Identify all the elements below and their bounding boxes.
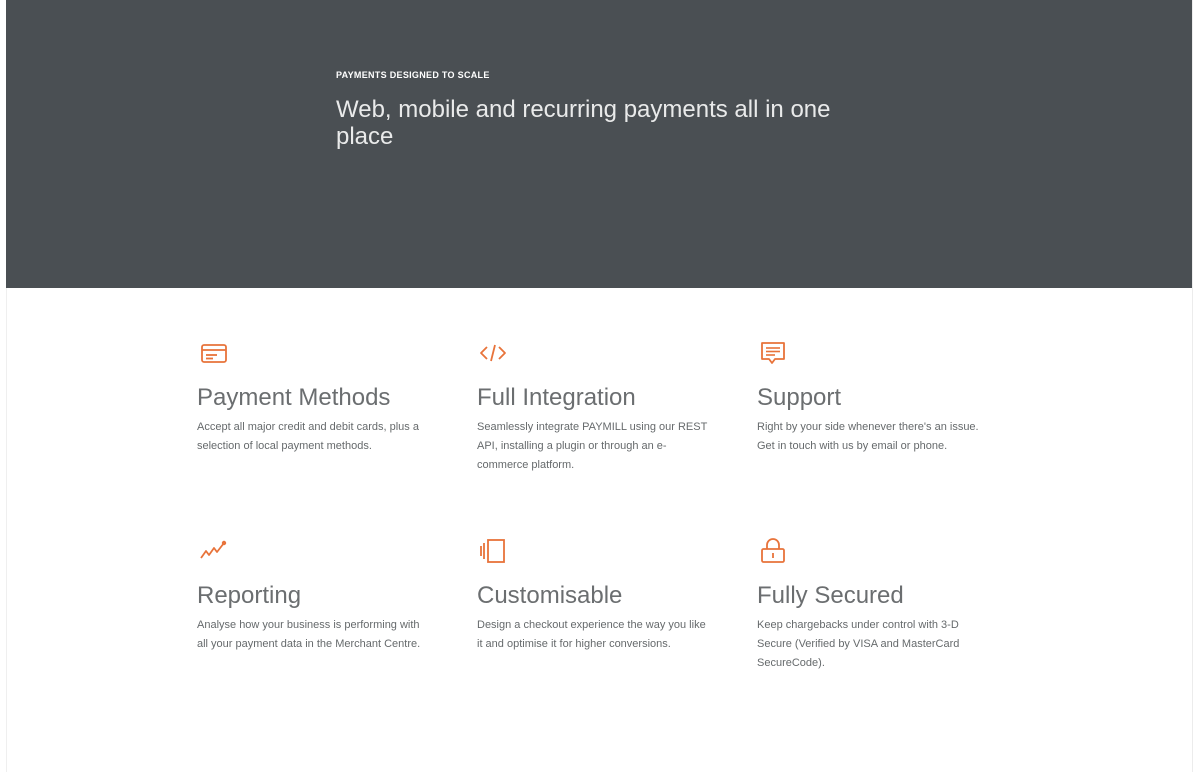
feature-reporting xyxy=(197,536,437,654)
hero-banner xyxy=(6,0,1192,288)
code-icon xyxy=(477,338,509,370)
credit-card-icon xyxy=(197,338,229,370)
hero-headline: Web, mobile and recurring payments all in one place xyxy=(336,96,831,150)
feature-description: Design a checkout experience the way you like it and optimise it for higher conversions. xyxy=(477,619,706,650)
chart-trend-icon xyxy=(197,536,229,568)
feature-customisable xyxy=(477,536,717,654)
feature-title: Fully Secured xyxy=(757,582,904,609)
lock-icon xyxy=(757,536,789,568)
feature-title: Full Integration xyxy=(477,384,636,411)
feature-title: Reporting xyxy=(197,582,302,609)
feature-title: Support xyxy=(757,384,842,411)
feature-description: Analyse how your business is performing with all your payment data in the Merchant Centre. xyxy=(197,619,421,650)
feature-payment-methods xyxy=(197,338,437,456)
feature-fully-secured xyxy=(757,536,997,673)
feature-description: Keep chargebacks under control with 3-D Secure (Verified by VISA and MasterCard SecureCode). xyxy=(757,619,960,669)
customise-panel-icon xyxy=(477,536,509,568)
support-chat-icon xyxy=(757,338,789,370)
frame-edge-right xyxy=(1192,0,1200,772)
feature-full-integration xyxy=(477,338,717,475)
feature-description: Right by your side whenever there's an issue. Get in touch with us by email or phone. xyxy=(757,421,979,452)
feature-title: Payment Methods xyxy=(197,384,391,411)
feature-title: Customisable xyxy=(477,582,623,609)
feature-description: Seamlessly integrate PAYMILL using our REST API, installing a plugin or through an e-commerce platform. xyxy=(477,421,708,471)
hero-eyebrow: PAYMENTS DESIGNED TO SCALE xyxy=(336,70,490,80)
feature-description: Accept all major credit and debit cards, plus a selection of local payment methods. xyxy=(197,421,419,452)
feature-support xyxy=(757,338,997,456)
features-grid xyxy=(6,288,1192,772)
